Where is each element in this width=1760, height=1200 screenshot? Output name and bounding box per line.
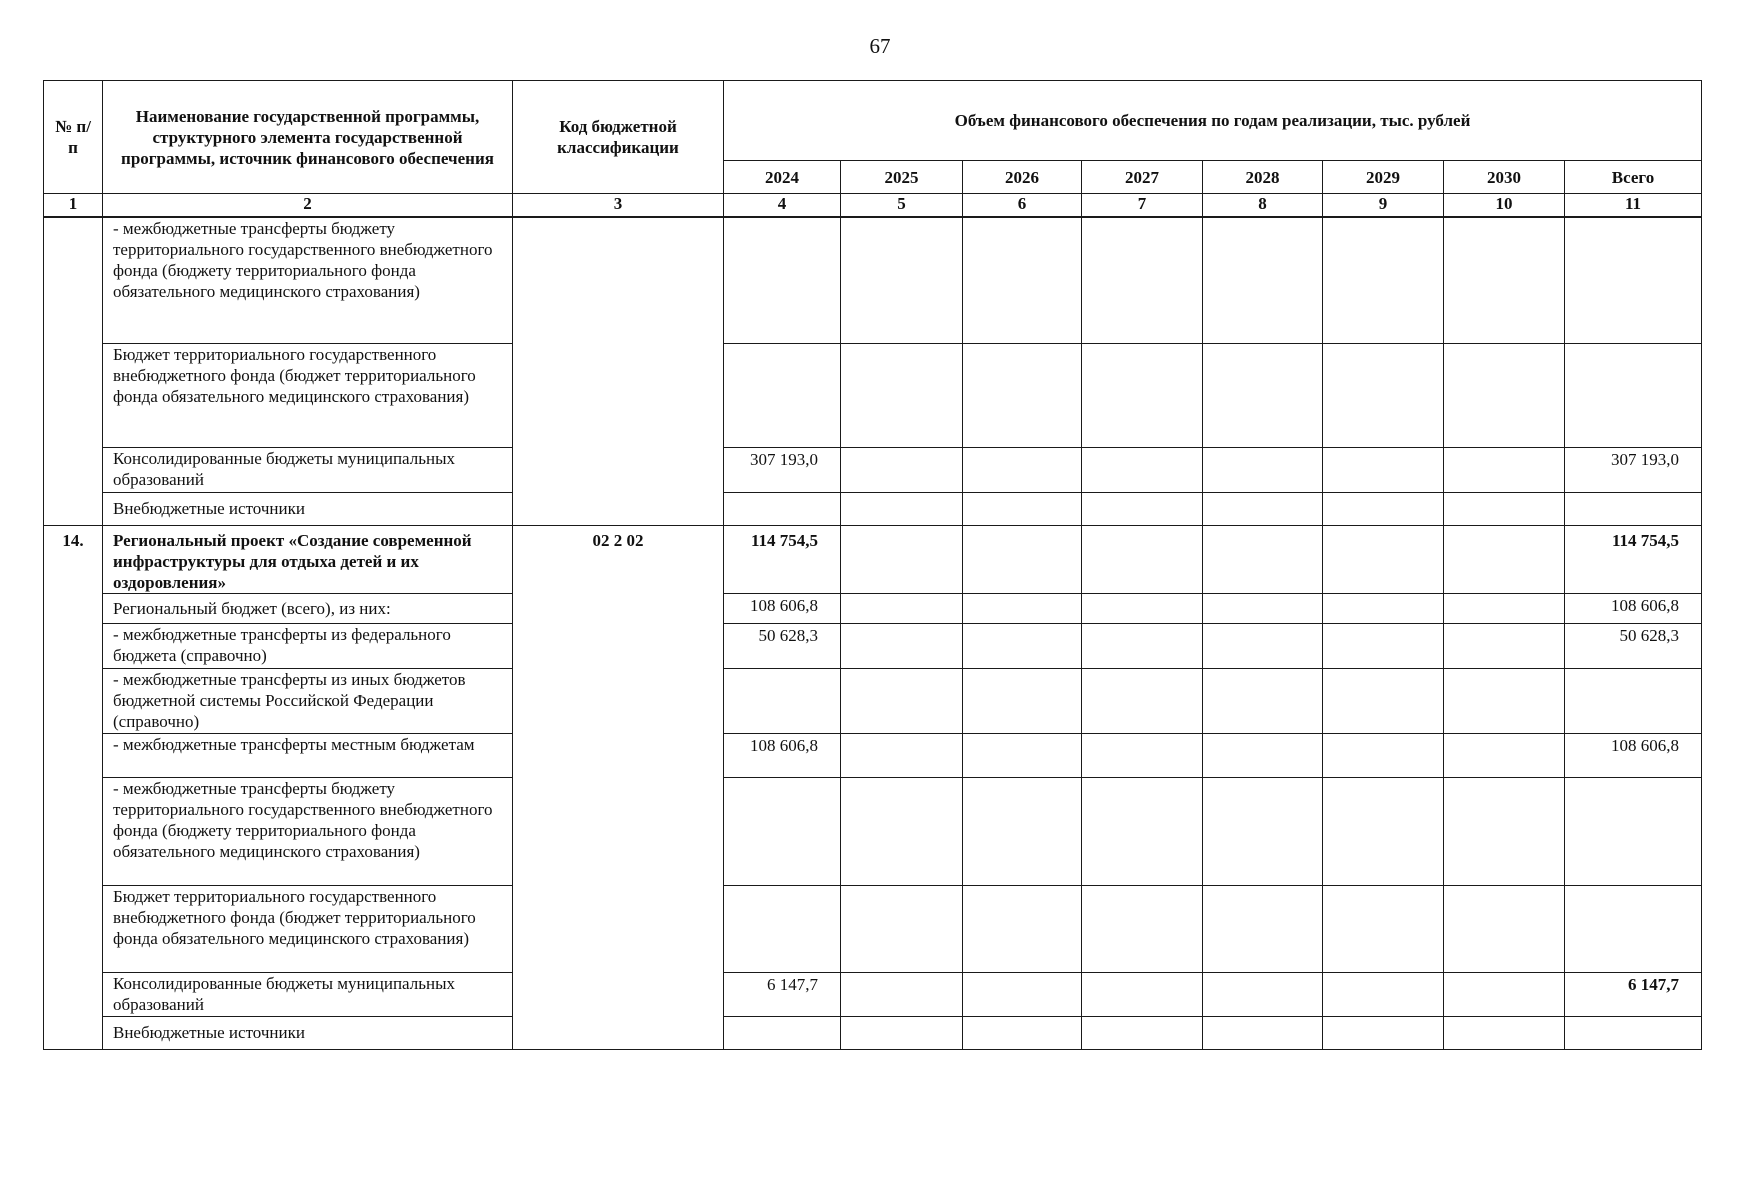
value-2024: 114 754,5 <box>724 525 841 593</box>
value-total <box>1565 492 1702 525</box>
column-number: 7 <box>1082 194 1203 218</box>
value-total <box>1565 668 1702 733</box>
header-total: Всего <box>1565 161 1702 194</box>
row-index-cell <box>44 217 103 525</box>
header-code: Код бюджетной классификации <box>513 81 724 194</box>
row-name: - межбюджетные трансферты бюджету территориального государственного внебюджетного фонда (бюджету территориального фонда обязательного медицинского страхования) <box>103 217 513 343</box>
value-2024: 50 628,3 <box>724 623 841 668</box>
column-number: 9 <box>1323 194 1444 218</box>
table-row <box>44 733 1702 777</box>
table-row <box>44 1016 1702 1049</box>
column-number: 3 <box>513 194 724 218</box>
row-name: Бюджет территориального государственного внебюджетного фонда (бюджет территориального фонда обязательного медицинского страхования) <box>103 343 513 447</box>
table-row <box>44 593 1702 623</box>
financing-table <box>43 80 1702 1050</box>
row-name: Внебюджетные источники <box>103 492 513 525</box>
value-total: 50 628,3 <box>1565 623 1702 668</box>
column-number: 11 <box>1565 194 1702 218</box>
value-2024 <box>724 492 841 525</box>
row-name: Бюджет территориального государственного внебюджетного фонда (бюджет территориального фонда обязательного медицинского страхования) <box>103 885 513 972</box>
table-row <box>44 217 1702 343</box>
table-row <box>44 668 1702 733</box>
row-name: - межбюджетные трансферты из иных бюджетов бюджетной системы Российской Федерации (справочно) <box>103 668 513 733</box>
value-total: 6 147,7 <box>1565 972 1702 1016</box>
table-row <box>44 623 1702 668</box>
row-name: - межбюджетные трансферты из федерального бюджета (справочно) <box>103 623 513 668</box>
header-volume: Объем финансового обеспечения по годам реализации, тыс. рублей <box>724 81 1702 161</box>
value-2024 <box>724 668 841 733</box>
table-row <box>44 492 1702 525</box>
value-2024 <box>724 217 841 343</box>
column-number: 1 <box>44 194 103 218</box>
row-code-cell <box>513 217 724 525</box>
header-name: Наименование государственной программы, структурного элемента государственной программы, источник финансового обеспечения <box>103 81 513 194</box>
section-title-row <box>44 525 1702 593</box>
value-total <box>1565 777 1702 885</box>
header-year: 2030 <box>1444 161 1565 194</box>
header-number: № п/п <box>44 81 103 194</box>
value-total: 108 606,8 <box>1565 733 1702 777</box>
value-2024 <box>724 343 841 447</box>
value-2024: 307 193,0 <box>724 447 841 492</box>
value-2024 <box>724 885 841 972</box>
column-number: 8 <box>1203 194 1323 218</box>
row-name: - межбюджетные трансферты местным бюджетам <box>103 733 513 777</box>
column-number: 5 <box>841 194 963 218</box>
value-total <box>1565 217 1702 343</box>
value-2024: 6 147,7 <box>724 972 841 1016</box>
header-year: 2024 <box>724 161 841 194</box>
table-row <box>44 885 1702 972</box>
page-number: 67 <box>869 34 891 58</box>
value-2024 <box>724 1016 841 1049</box>
column-number: 6 <box>963 194 1082 218</box>
header-year: 2027 <box>1082 161 1203 194</box>
row-name: Внебюджетные источники <box>103 1016 513 1049</box>
table-row <box>44 972 1702 1016</box>
value-total <box>1565 343 1702 447</box>
row-name: Консолидированные бюджеты муниципальных образований <box>103 972 513 1016</box>
row-name: Консолидированные бюджеты муниципальных образований <box>103 447 513 492</box>
header-year: 2028 <box>1203 161 1323 194</box>
value-total: 307 193,0 <box>1565 447 1702 492</box>
header-row <box>44 81 1702 161</box>
column-number: 4 <box>724 194 841 218</box>
row-name: - межбюджетные трансферты бюджету территориального государственного внебюджетного фонда (бюджету территориального фонда обязательного медицинского страхования) <box>103 777 513 885</box>
value-2024 <box>724 777 841 885</box>
section-title: Региональный проект «Создание современной инфраструктуры для отдыха детей и их оздоровления» <box>103 525 513 593</box>
table-row <box>44 343 1702 447</box>
header-year: 2029 <box>1323 161 1444 194</box>
value-2024: 108 606,8 <box>724 593 841 623</box>
row-name: Региональный бюджет (всего), из них: <box>103 593 513 623</box>
table-row <box>44 777 1702 885</box>
table-row <box>44 447 1702 492</box>
value-total: 114 754,5 <box>1565 525 1702 593</box>
header-year: 2025 <box>841 161 963 194</box>
column-number-row <box>44 194 1702 218</box>
column-number: 2 <box>103 194 513 218</box>
column-number: 10 <box>1444 194 1565 218</box>
row-index: 14. <box>44 525 103 1049</box>
value-total <box>1565 885 1702 972</box>
value-2024: 108 606,8 <box>724 733 841 777</box>
budget-code: 02 2 02 <box>513 525 724 1049</box>
header-year: 2026 <box>963 161 1082 194</box>
value-total <box>1565 1016 1702 1049</box>
value-total: 108 606,8 <box>1565 593 1702 623</box>
